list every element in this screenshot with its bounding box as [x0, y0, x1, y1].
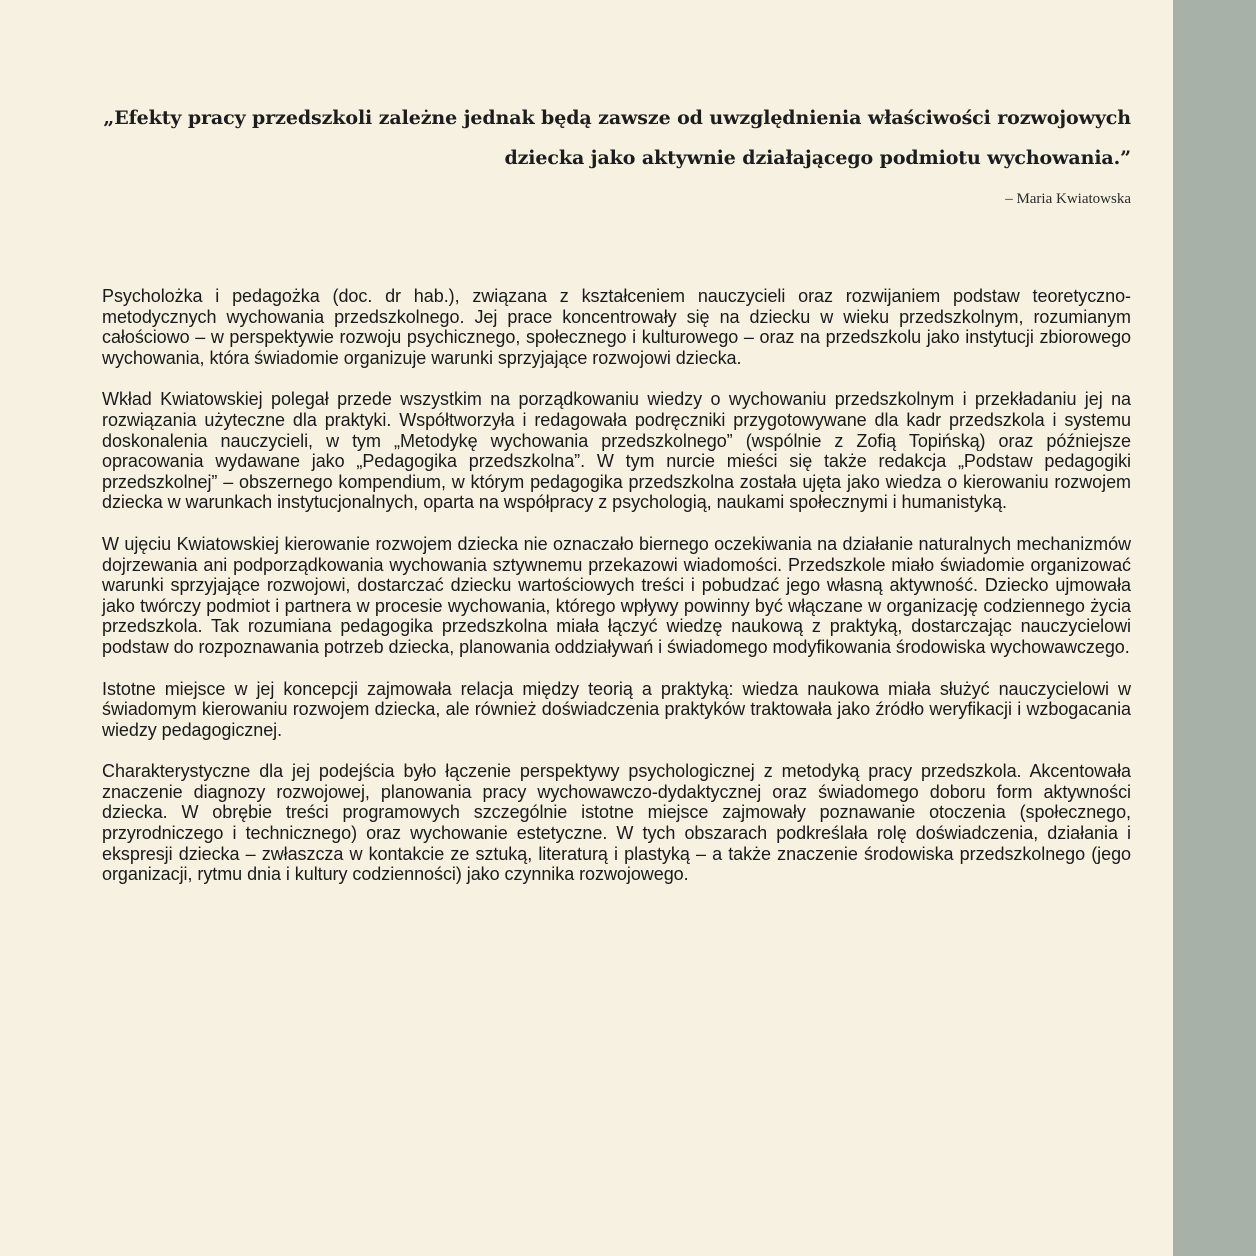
paragraph-4: Istotne miejsce w jej koncepcji zajmowała relacja między teorią a praktyką: wiedza naukowa miała służyć nauczycielowi w świadomym kierowaniu rozwojem dziecka, ale również doświadczenia praktyków traktowała jako źródło weryfikacji i wzbogacania wiedzy pedagogicznej.: [102, 678, 1131, 740]
biography-text: [102, 286, 1131, 906]
paragraph-5: Charakterystyczne dla jej podejścia było łączenie perspektywy psychologicznej z metodyką pracy przedszkola. Akcentowała znaczenie diagnozy rozwojowej, planowania pracy wychowawczo-dydaktycznej oraz świadomego doboru form aktywności dziecka. W obrębie treści programowych szczególnie istotne miejsce zajmowały poznawanie otoczenia (społecznego, przyrodniczego i technicznego) oraz wychowanie estetyczne. W tych obszarach podkreślała rolę doświadczenia, działania i ekspresji dziecka – zwłaszcza w kontakcie ze sztuką, literaturą i plastyką – a także znaczenie środowiska przedszkolnego (jego organizacji, rytmu dnia i kultury codzienności) jako czynnika rozwojowego.: [102, 761, 1131, 885]
paragraph-3: W ujęciu Kwiatowskiej kierowanie rozwojem dziecka nie oznaczało biernego oczekiwania na działanie naturalnych mechanizmów dojrzewania ani podporządkowania wychowania sztywnemu przekazowi wiadomości. Przedszkole miało świadomie organizować warunki sprzyjające rozwojowi, dostarczać dziecku wartościowych treści i pobudzać jego własną aktywność. Dziecko ujmowała jako twórczy podmiot i partnera w procesie wychowania, którego wpływy powinny być włączane w organizację codziennego życia przedszkola. Tak rozumiana pedagogika przedszkolna miała łączyć wiedzę naukową z praktyką, dostarczając nauczycielowi podstaw do rozpoznawania potrzeb dziecka, planowania oddziaływań i świadomego modyfikowania środowiska wychowawczego.: [102, 533, 1131, 657]
side-band: [1173, 0, 1256, 1256]
quote-author: – Maria Kwiatowska: [1005, 191, 1131, 207]
paragraph-2: Wkład Kwiatowskiej polegał przede wszystkim na porządkowaniu wiedzy o wychowaniu przedszkolnym i przekładaniu jej na rozwiązania użyteczne dla praktyki. Współtworzyła i redagowała podręczniki przygotowywane dla kadr przedszkola i systemu doskonalenia nauczycieli, w tym „Metodykę wychowania przedszkolnego” (wspólnie z Zofią Topińską) oraz późniejsze opracowania wydawane jako „Pedagogika przedszkolna”. W tym nurcie mieści się także redakcja „Podstaw pedagogiki przedszkolnej” – obszernego kompendium, w którym pedagogika przedszkolna została ujęta jako wiedza o kierowaniu rozwojem dziecka w warunkach instytucjonalnych, oparta na współpracy z psychologią, naukami społecznymi i humanistyką.: [102, 389, 1131, 513]
quote-block: [100, 98, 1131, 210]
quote-text: „Efekty pracy przedszkoli zależne jednak będą zawsze od uwzględnienia właściwości rozwojowych dziecka jako aktywnie działającego podmiotu wychowania.”: [103, 107, 1131, 169]
paragraph-1: Psycholożka i pedagożka (doc. dr hab.), związana z kształceniem nauczycieli oraz rozwijaniem podstaw teoretyczno-metodycznych wychowania przedszkolnego. Jej prace koncentrowały się na dziecku w wieku przedszkolnym, rozumianym całościowo – w perspektywie rozwoju psychicznego, społecznego i kulturowego – oraz na przedszkolu jako instytucji zbiorowego wychowania, która świadomie organizuje warunki sprzyjające rozwojowi dziecka.: [102, 286, 1131, 368]
